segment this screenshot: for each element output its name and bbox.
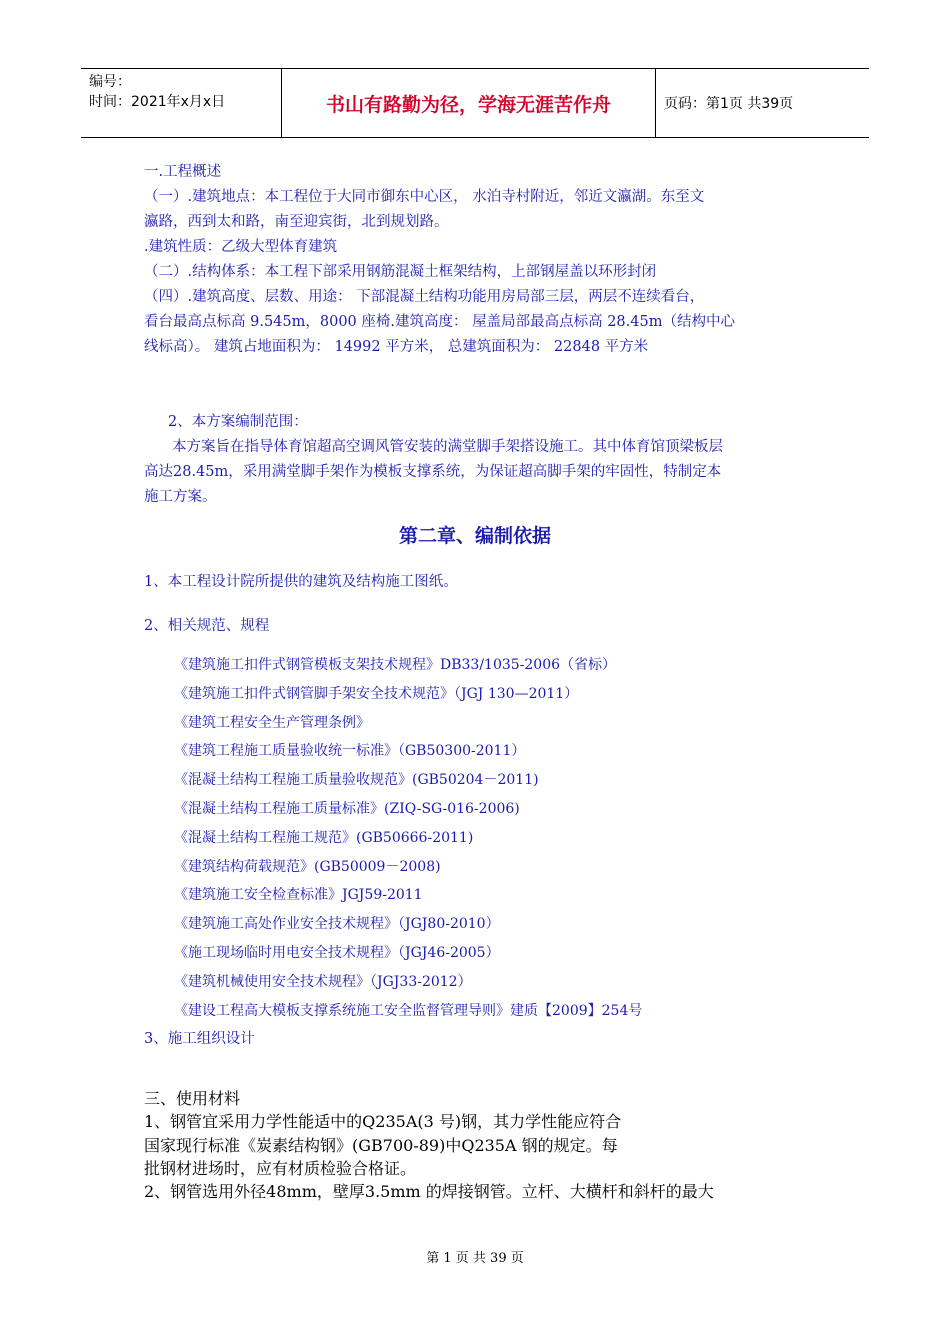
overview-line: 看台最高点标高 9.545m，8000 座椅.建筑高度： 屋盖局部最高点标高 28.45m（结构中心 <box>144 314 735 330</box>
scope-line: 本方案旨在指导体育馆超高空调风管安装的满堂脚手架搭设施工。其中体育馆顶梁板层 <box>172 439 723 455</box>
overview-line: 瀛路，西到太和路，南至迎宾街，北到规划路。 <box>144 214 449 230</box>
reference-item: 《混凝土结构工程施工质量标准》(ZIQ-SG-016-2006) <box>174 800 520 817</box>
overview-line: .建筑性质：乙级大型体育建筑 <box>144 239 338 255</box>
reference-item: 《建筑工程施工质量验收统一标准》（GB50300-2011） <box>174 743 526 760</box>
reference-item: 《建设工程高大模板支撑系统施工安全监督管理导则》建质【2009】254号 <box>174 1002 643 1019</box>
overview-line: 线标高）。 建筑占地面积为： 14992 平方米， 总建筑面积为： 22848 平方米 <box>144 339 649 355</box>
materials-line: 三、使用材料 <box>144 1089 241 1108</box>
reference-item: 《建筑结构荷载规范》(GB50009－2008) <box>174 858 441 875</box>
reference-item: 《建筑施工高处作业安全技术规程》（JGJ80-2010） <box>174 916 500 933</box>
page-header <box>81 68 869 138</box>
materials-line: 1、钢管宜采用力学性能适中的Q235A(3 号)钢，其力学性能应符合 <box>144 1112 622 1132</box>
overview-line: 一.工程概述 <box>144 164 222 180</box>
reference-list <box>144 651 814 1025</box>
basis-item-3 <box>144 1027 814 1052</box>
materials-section <box>144 1087 814 1203</box>
page-footer: 第 1 页 共 39 页 <box>426 1251 524 1266</box>
header-date: 时间：2021年x月x日 <box>89 94 226 110</box>
scope-title: 2、本方案编制范围： <box>168 414 308 430</box>
reference-item: 《建筑施工安全检查标准》JGJ59-2011 <box>174 887 423 904</box>
header-page-number: 页码：第1页 共39页 <box>664 96 794 112</box>
project-overview <box>144 160 814 360</box>
scope-line: 高达28.45m，采用满堂脚手架作为模板支撑系统，为保证超高脚手架的牢固性，特制定本 <box>144 464 722 480</box>
header-motto: 书山有路勤为径，学海无涯苦作舟 <box>281 69 656 137</box>
header-meta <box>81 69 281 137</box>
materials-line: 2、钢管选用外径48mm，壁厚3.5mm 的焊接钢管。立杆、大横杆和斜杆的最大 <box>144 1182 714 1202</box>
reference-item: 《建筑施工扣件式钢管脚手架安全技术规范》（JGJ 130—2011） <box>174 685 579 702</box>
reference-item: 《建筑施工扣件式钢管模板支架技术规程》DB33/1035-2006（省标） <box>174 657 617 673</box>
reference-item: 《建筑工程安全生产管理条例》 <box>174 714 370 731</box>
reference-item: 《混凝土结构工程施工规范》(GB50666-2011) <box>174 829 474 846</box>
materials-line: 批钢材进场时，应有材质检验合格证。 <box>144 1158 417 1178</box>
basis-item-1 <box>144 570 814 595</box>
overview-line: （四）.建筑高度、层数、用途： 下部混凝土结构功能用房局部三层，两层不连续看台， <box>144 289 705 305</box>
overview-line: （一）.建筑地点：本工程位于大同市御东中心区， 水泊寺村附近，邻近文瀛湖。东至文 <box>144 189 705 205</box>
header-number: 编号： <box>89 74 131 90</box>
basis-item-text: 2、相关规范、规程 <box>144 618 270 634</box>
chapter-title: 第二章、编制依据 <box>398 525 551 547</box>
scope-line: 施工方案。 <box>144 489 217 505</box>
basis-item-text: 3、施工组织设计 <box>144 1031 255 1047</box>
reference-item: 《建筑机械使用安全技术规程》（JGJ33-2012） <box>174 973 472 990</box>
basis-item-text: 1、本工程设计院所提供的建筑及结构施工图纸。 <box>144 574 458 590</box>
overview-line: （二）.结构体系：本工程下部采用钢筋混凝土框架结构，上部钢屋盖以环形封闭 <box>144 264 657 280</box>
reference-item: 《施工现场临时用电安全技术规程》（JGJ46-2005） <box>174 944 500 961</box>
reference-item: 《混凝土结构工程施工质量验收规范》(GB50204－2011) <box>174 772 539 789</box>
basis-item-2 <box>144 614 814 639</box>
materials-line: 国家现行标准《炭素结构钢》(GB700-89)中Q235A 钢的规定。每 <box>144 1135 618 1155</box>
scope-section <box>144 410 814 510</box>
